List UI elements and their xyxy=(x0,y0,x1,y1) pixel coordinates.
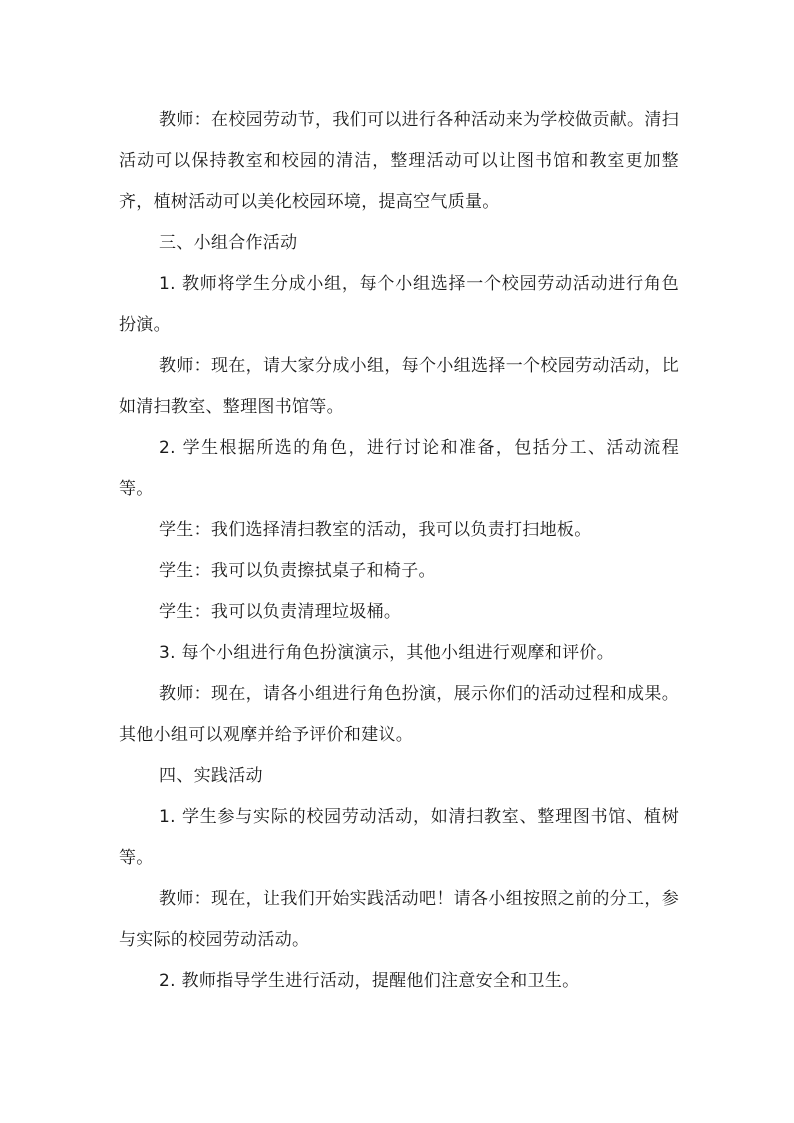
paragraph-teacher-demonstration: 教师：现在，请各小组进行角色扮演，展示你们的活动过程和成果。其他小组可以观摩并给予评价和建议。 xyxy=(119,684,679,745)
paragraph-teacher-grouping: 教师：现在，请大家分成小组，每个小组选择一个校园劳动活动，比如清扫教室、整理图书馆等。 xyxy=(119,356,679,417)
document-body xyxy=(119,100,679,1002)
paragraph-teacher-practice: 教师：现在，让我们开始实践活动吧！请各小组按照之前的分工，参与实际的校园劳动活动。 xyxy=(119,889,679,950)
step-1-grouping: 1. 教师将学生分成小组，每个小组选择一个校园劳动活动进行角色扮演。 xyxy=(119,274,679,335)
step-2-discussion: 2. 学生根据所选的角色，进行讨论和准备，包括分工、活动流程等。 xyxy=(119,438,679,499)
section-heading-group-activity: 三、小组合作活动 xyxy=(159,233,298,253)
paragraph-student-floor: 学生：我们选择清扫教室的活动，我可以负责打扫地板。 xyxy=(159,520,592,540)
section-heading-practice: 四、实践活动 xyxy=(159,766,263,786)
paragraph-teacher-intro: 教师：在校园劳动节，我们可以进行各种活动来为学校做贡献。清扫活动可以保持教室和校园的清洁，整理活动可以让图书馆和教室更加整齐，植树活动可以美化校园环境，提高空气质量。 xyxy=(119,110,679,212)
step-2-guidance: 2. 教师指导学生进行活动，提醒他们注意安全和卫生。 xyxy=(159,971,580,991)
step-1-practice: 1. 学生参与实际的校园劳动活动，如清扫教室、整理图书馆、植树等。 xyxy=(119,807,679,868)
step-3-demonstration: 3. 每个小组进行角色扮演演示，其他小组进行观摩和评价。 xyxy=(159,643,615,663)
paragraph-student-trash: 学生：我可以负责清理垃圾桶。 xyxy=(159,602,402,622)
paragraph-student-desks: 学生：我可以负责擦拭桌子和椅子。 xyxy=(159,561,436,581)
